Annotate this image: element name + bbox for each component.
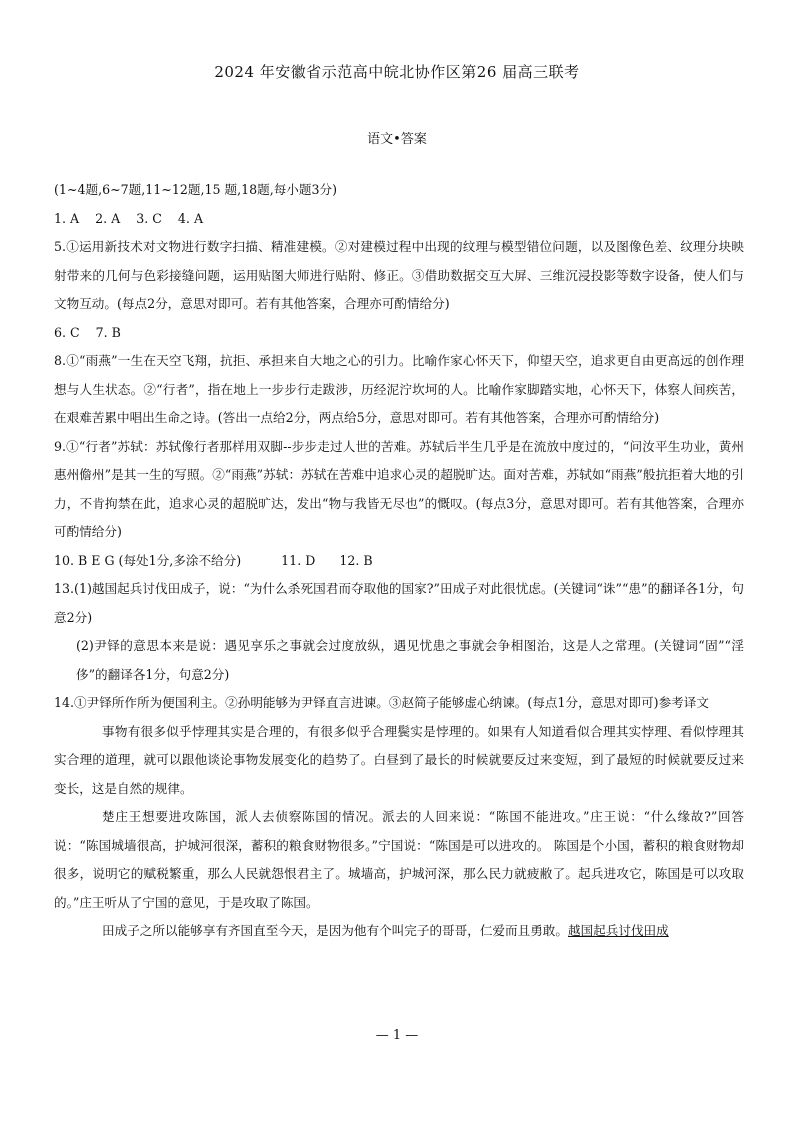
answer-q6-7: 6. C 7. B (54, 324, 121, 340)
answer-q8: 8.①“雨燕”一生在天空飞翔，抗拒、承担来自大地之心的引力。比喻作家心怀天下，仰望天空，追求更自由更高远的创作理想与人生状态。②“行者”，指在地上一步步行走跋涉，历经泥泞坎坷的人。比喻作家脚踏实地，心怀天下，体察人间疾苦，在艰难苦累中唱出生命之诗。(答出一点给2分，两点给5分，意思对即可。若有其他答案，合理亦可酌情给分) (54, 353, 744, 425)
translation-paragraph-2: 楚庄王想要进攻陈国，派人去侦察陈国的情况。派去的人回来说：“陈国不能进攻。”庄王说：“什么缘故?”回答说：“陈国城墙很高，护城河很深，蓄积的粮食财物很多。”宁国说：“陈国是可以进攻的。 陈国是个小国，蓄积的粮食财物却很多，说明它的赋税繁重，那么人民就怨恨君主了。城墙高，护城河深，那么民力就疲敝了。起兵进攻它，陈国是可以攻取的。”庄王听从了宁国的意见，于是攻取了陈国。 (54, 809, 744, 910)
page-number: — 1 — (375, 1028, 419, 1043)
translation-paragraph-1: 事物有很多似乎悖理其实是合理的，有很多似乎合理鬓实是悖理的。如果有人知道看似合理其实悖理、看似悖理其实合理的道理，就可以跟他谈论事物发展变化的趋势了。白昼到了最长的时候就要反过来变短，到了最短的时候就要反过来变长，这是自然的规律。 (54, 723, 744, 796)
page-subtitle: 语文•答案 (367, 132, 427, 147)
score-note: (1~4题,6~7题,11~12题,15 题,18题,每小题3分) (54, 182, 338, 197)
underlined-text: 越国起兵讨伐田成 (567, 923, 669, 938)
answer-body (54, 176, 744, 946)
answer-q13-1: 13.(1)越国起兵讨伐田成子，说：“为什么杀死国君而夺取他的国家?”田成子对此很忧虑。(关键词“诛”“患”的翻译各1分，句意2分) (54, 581, 744, 625)
answer-q13-2: (2)尹铎的意思本来是说：遇见享乐之事就会过度放纵，遇见忧患之事就会争相图治，这是人之常理。(关键词“固”“淫侈”的翻译各1分，句意2分) (76, 638, 744, 682)
answer-q10-12: 10. B E G (每处1分,多涂不给分) 11. D 12. B (54, 552, 373, 568)
translation-paragraph-3-text: 田成子之所以能够享有齐国直至今天，是因为他有个叫完子的哥哥，仁爱而且勇敢。 (102, 923, 568, 938)
answer-q9: 9.①“行者”苏轼：苏轼像行者那样用双脚--步步走过人世的苦难。苏轼后半生几乎是在流放中度过的，“问汝平生功业，黄州惠州儋州”是其一生的写照。②“雨燕”苏轼：苏轼在苦难中追求心灵的超脱旷达。面对苦难，苏轼如“雨燕”般抗拒着大地的引力，不肯拘禁在此，追求心灵的超脱旷达，发出“物与我皆无尽也”的慨叹。(每点3分，意思对即可。若有其他答案，合理亦可酌情给分) (54, 438, 744, 539)
page-title: 2024 年安徽省示范高中皖北协作区第26 届高三联考 (214, 63, 580, 81)
translation-paragraph-3 (54, 917, 744, 946)
answer-q14: 14.①尹铎所作所为便国利主。②孙明能够为尹铎直言进谏。③赵简子能够虚心纳谏。(每点1分，意思对即可)参考译文 (54, 695, 709, 710)
answer-q5: 5.①运用新技术对文物进行数字扫描、精准建模。②对建模过程中出现的纹理与模型错位问题，以及图像色差、纹理分块映射带来的几何与色彩接缝问题，运用贴图大师进行贴附、修正。③借助数据交互大屏、三维沉浸投影等数字设备，使人们与文物互动。(每点2分，意思对即可。若有其他答案，合理亦可酌情给分) (54, 239, 744, 311)
answer-q1-4: 1. A 2. A 3. C 4. A (54, 210, 204, 226)
